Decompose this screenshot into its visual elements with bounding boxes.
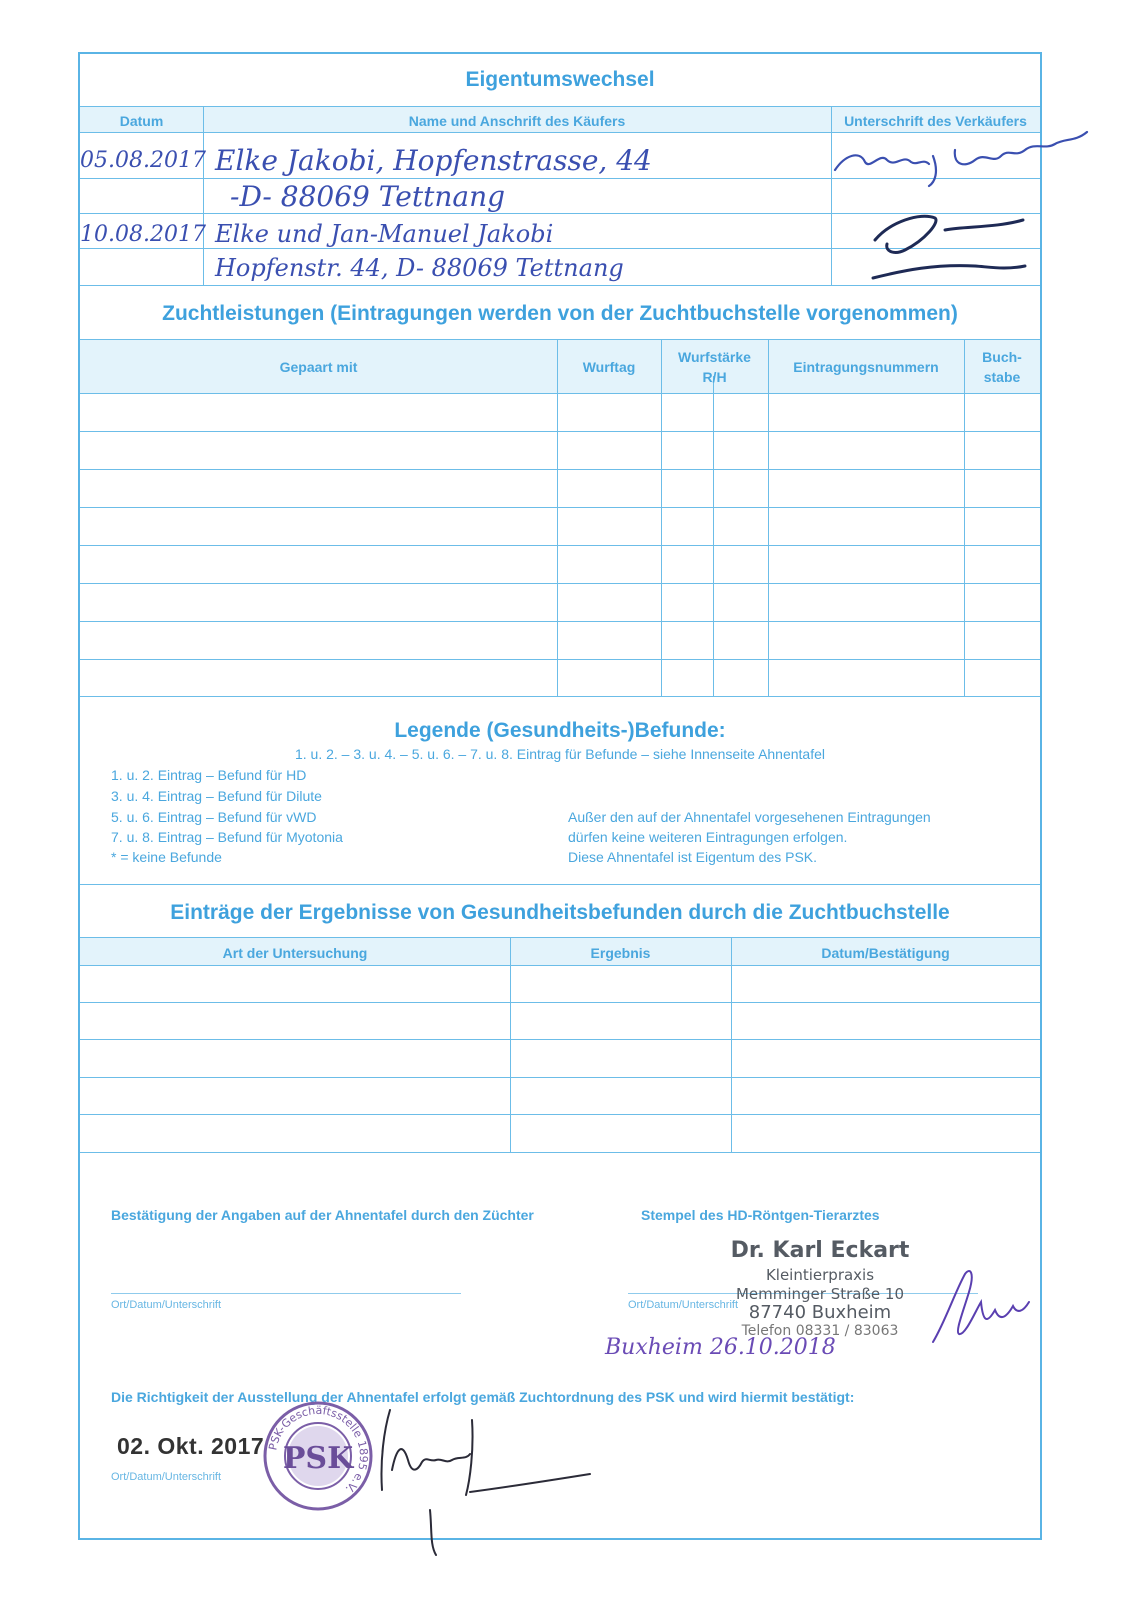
rule bbox=[964, 339, 965, 696]
rule bbox=[80, 965, 1040, 966]
breeding-title: Zuchtleistungen (Eintragungen werden von der Zuchtbuchstelle vorgenommen) bbox=[162, 302, 958, 325]
rule bbox=[80, 339, 1040, 340]
entry-2-buyer-line1: Elke und Jan-Manuel Jakobi bbox=[215, 220, 554, 248]
rule bbox=[80, 884, 1040, 885]
breeder-confirmation-label: Bestätigung der Angaben auf der Ahnentafel durch den Züchter bbox=[111, 1207, 534, 1223]
rule bbox=[731, 937, 732, 1152]
seller-signature-2 bbox=[865, 200, 1045, 285]
rule bbox=[80, 1039, 1040, 1040]
col-day-header: Wurftag bbox=[582, 359, 636, 375]
rule bbox=[80, 937, 1040, 938]
legend-title: Legende (Gesundheits-)Befunde: bbox=[394, 719, 726, 742]
entry-2-date: 10.08.2017 bbox=[80, 222, 206, 247]
vet-signature bbox=[925, 1262, 1035, 1352]
rule bbox=[80, 285, 1040, 286]
rule bbox=[80, 621, 1040, 622]
vet-stamp-city: 87740 Buxheim bbox=[748, 1302, 892, 1323]
col-date-header: Datum bbox=[119, 113, 164, 129]
legend-subtitle: 1. u. 2. – 3. u. 4. – 5. u. 6. – 7. u. 8. Eintrag für Befunde – siehe Innenseite Ahnentafel bbox=[294, 746, 826, 762]
col-result-header: Ergebnis bbox=[590, 945, 651, 961]
col-letter-header-2: stabe bbox=[983, 369, 1021, 385]
entry-1-date: 05.08.2017 bbox=[80, 148, 206, 173]
psk-seal bbox=[262, 1400, 374, 1512]
rule bbox=[80, 696, 1040, 697]
registrar-signature bbox=[370, 1400, 600, 1560]
signature-line-left bbox=[111, 1293, 461, 1294]
col-health-date-header: Datum/Bestätigung bbox=[821, 945, 950, 961]
rule bbox=[80, 106, 1040, 107]
col-mated-header: Gepaart mit bbox=[279, 359, 358, 375]
col-letter-header-1: Buch- bbox=[982, 349, 1022, 365]
health-title: Einträge der Ergebnisse von Gesundheitsbefunden durch die Zuchtbuchstelle bbox=[170, 901, 950, 924]
rule bbox=[768, 339, 769, 696]
rule bbox=[713, 376, 714, 696]
col-strength-header-1: Wurfstärke bbox=[678, 349, 751, 365]
rule bbox=[203, 106, 204, 285]
final-signature-caption: Ort/Datum/Unterschrift bbox=[111, 1471, 222, 1483]
legend-note-3: Diese Ahnentafel ist Eigentum des PSK. bbox=[568, 849, 818, 865]
vet-stamp-phone: Telefon 08331 / 83063 bbox=[741, 1323, 899, 1339]
legend-item-vwd: 5. u. 6. Eintrag – Befund für vWD bbox=[111, 809, 317, 825]
entry-1-buyer-line1: Elke Jakobi, Hopfenstrasse, 44 bbox=[215, 144, 652, 177]
rule bbox=[661, 339, 662, 696]
rule bbox=[557, 339, 558, 696]
rule bbox=[80, 1077, 1040, 1078]
vet-place-date: Buxheim 26.10.2018 bbox=[605, 1335, 836, 1360]
ownership-title: Eigentumswechsel bbox=[465, 68, 655, 91]
col-numbers-header: Eintragungsnummern bbox=[793, 359, 939, 375]
legend-note-1: Außer den auf der Ahnentafel vorgesehenen Eintragungen bbox=[568, 809, 931, 825]
final-date-stamp: 02. Okt. 2017 bbox=[117, 1433, 265, 1459]
legend-item-dilute: 3. u. 4. Eintrag – Befund für Dilute bbox=[111, 788, 322, 804]
col-signature-header: Unterschrift des Verkäufers bbox=[844, 113, 1027, 129]
legend-item-none: * = keine Befunde bbox=[111, 849, 222, 865]
vet-signature-caption: Ort/Datum/Unterschrift bbox=[628, 1299, 739, 1311]
rule bbox=[80, 1114, 1040, 1115]
rule bbox=[80, 431, 1040, 432]
rule bbox=[80, 1152, 1040, 1153]
rule bbox=[80, 545, 1040, 546]
entry-1-buyer-line2: -D- 88069 Tettnang bbox=[230, 180, 506, 213]
vet-stamp-practice: Kleintierpraxis bbox=[765, 1266, 875, 1284]
col-exam-header: Art der Untersuchung bbox=[222, 945, 368, 961]
rule bbox=[80, 469, 1040, 470]
rule bbox=[510, 937, 511, 1152]
seal-ring-text: PSK-Geschäftsstelle 1895 e.V. bbox=[266, 1403, 371, 1496]
breeder-signature-caption: Ort/Datum/Unterschrift bbox=[111, 1299, 222, 1311]
legend-item-hd: 1. u. 2. Eintrag – Befund für HD bbox=[111, 767, 307, 783]
seller-signature-1 bbox=[825, 120, 1095, 190]
entry-2-buyer-line2: Hopfenstr. 44, D- 88069 Tettnang bbox=[215, 254, 624, 282]
col-strength-header-2: R/H bbox=[702, 369, 727, 385]
rule bbox=[80, 393, 1040, 394]
legend-item-myotonia: 7. u. 8. Eintrag – Befund für Myotonia bbox=[111, 829, 343, 845]
vet-stamp-name: Dr. Karl Eckart bbox=[730, 1238, 910, 1263]
vet-stamp-label: Stempel des HD-Röntgen-Tierarztes bbox=[641, 1207, 880, 1223]
legend-note-2: dürfen keine weiteren Eintragungen erfolgen. bbox=[568, 829, 848, 845]
rule bbox=[80, 1002, 1040, 1003]
rule bbox=[80, 659, 1040, 660]
rule bbox=[80, 507, 1040, 508]
final-statement: Die Richtigkeit der Ausstellung der Ahnentafel erfolgt gemäß Zuchtordnung des PSK und wird hiermit bestätigt: bbox=[111, 1389, 855, 1405]
seal-mark: PSK bbox=[282, 1441, 354, 1476]
rule bbox=[80, 583, 1040, 584]
vet-stamp-street: Memminger Straße 10 bbox=[735, 1285, 905, 1303]
col-buyer-header: Name und Anschrift des Käufers bbox=[408, 113, 626, 129]
